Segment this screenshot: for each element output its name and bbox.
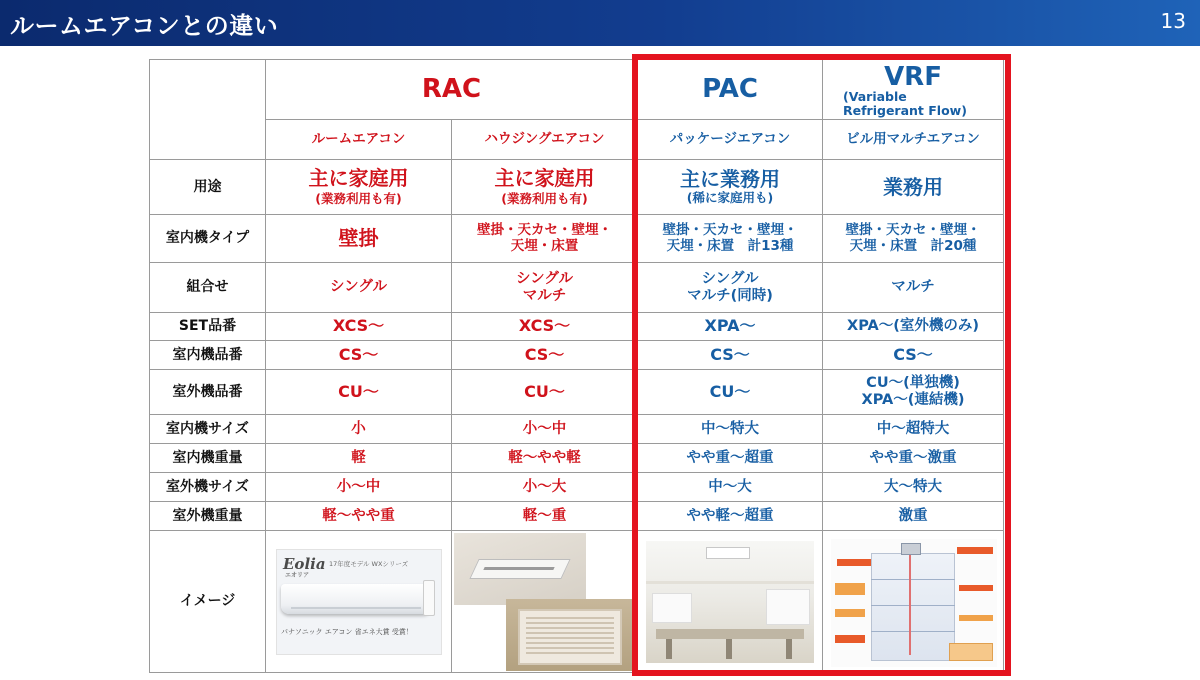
award-caption: パナソニック エアコン 省エネ大賞 受賞！: [281, 628, 413, 636]
outdoor-weight-cell: 激重: [823, 502, 1004, 531]
indoor-weight-cell: やや重～激重: [823, 444, 1004, 473]
combination-cell: マルチ: [823, 263, 1004, 313]
diagram-note: [949, 643, 993, 661]
indoor-type-cell: 壁掛・天カセ・壁埋・ 天埋・床置 計20種: [823, 215, 1004, 263]
row-label-indoor-weight: 室内機重量: [150, 444, 266, 473]
image-housing-ac: [452, 531, 638, 673]
row-label-set-model: SET品番: [150, 313, 266, 341]
product-building-multi-ac: ビル用マルチエアコン: [823, 120, 1004, 160]
product-package-ac: パッケージエアコン: [638, 120, 823, 160]
usage-cell: 主に家庭用 (業務利用も有): [452, 160, 638, 215]
set-model-cell: XCS～: [452, 313, 638, 341]
row-label-outdoor-model: 室外機品番: [150, 370, 266, 415]
indoor-size-cell: 小～中: [452, 415, 638, 444]
diagram-tag: [959, 585, 993, 591]
indoor-size-cell: 中～特大: [638, 415, 823, 444]
category-rac: RAC: [266, 60, 638, 120]
indoor-weight-cell: やや重～超重: [638, 444, 823, 473]
category-vrf: VRF (Variable Refrigerant Flow): [823, 60, 1004, 120]
outdoor-size-cell: 中～大: [638, 473, 823, 502]
outdoor-model-cell: CU～: [452, 370, 638, 415]
room-ac-photo: [276, 549, 442, 655]
indoor-size-cell: 中～超特大: [823, 415, 1004, 444]
outdoor-model-cell: CU～(単独機) XPA～(連結機): [823, 370, 1004, 415]
vrf-full-name: (Variable Refrigerant Flow): [843, 88, 967, 118]
diagram-tag: [835, 609, 865, 617]
cassette-unit-shape: [706, 547, 750, 559]
diagram-tag: [959, 615, 993, 621]
image-room-ac: [266, 531, 452, 673]
category-pac: PAC: [638, 60, 823, 120]
ac-unit-shape: [281, 584, 431, 614]
row-label-outdoor-weight: 室外機重量: [150, 502, 266, 531]
product-housing-ac: ハウジングエアコン: [452, 120, 638, 160]
indoor-weight-cell: 軽～やや軽: [452, 444, 638, 473]
outdoor-size-cell: 大～特大: [823, 473, 1004, 502]
set-model-cell: XPA～: [638, 313, 823, 341]
building-shape: [871, 553, 955, 661]
eolia-logo: Eolia: [283, 555, 326, 573]
combination-cell: シングル マルチ(同時): [638, 263, 823, 313]
image-package-ac: [638, 531, 823, 673]
indoor-weight-cell: 軽: [266, 444, 452, 473]
comparison-table: [149, 59, 1004, 673]
product-room-ac: ルームエアコン: [266, 120, 452, 160]
set-model-cell: XCS～: [266, 313, 452, 341]
row-label-indoor-model: 室内機品番: [150, 341, 266, 370]
outdoor-weight-cell: やや軽～超重: [638, 502, 823, 531]
outdoor-weight-cell: 軽～重: [452, 502, 638, 531]
slide-title: ルームエアコンとの違い: [10, 12, 279, 40]
indoor-model-cell: CS～: [638, 341, 823, 370]
outdoor-model-cell: CU～: [638, 370, 823, 415]
indoor-model-cell: CS～: [823, 341, 1004, 370]
row-label-usage: 用途: [150, 160, 266, 215]
building-diagram: [831, 539, 997, 667]
indoor-type-cell: 壁掛・天カセ・壁埋・ 天埋・床置: [452, 215, 638, 263]
indoor-size-cell: 小: [266, 415, 452, 444]
indoor-model-cell: CS～: [266, 341, 452, 370]
row-label-indoor-size: 室内機サイズ: [150, 415, 266, 444]
model-line-text: 17年度モデル WXシリーズ: [329, 560, 409, 568]
image-vrf: [823, 531, 1004, 673]
office-interior-photo: [646, 541, 814, 663]
page-number: 13: [1160, 9, 1186, 33]
row-label-indoor-type: 室内機タイプ: [150, 215, 266, 263]
set-model-cell: XPA～(室外機のみ): [823, 313, 1004, 341]
combination-cell: シングル: [266, 263, 452, 313]
usage-cell: 業務用: [823, 160, 1004, 215]
diagram-tag: [835, 583, 865, 595]
ceiling-cassette-photo: [454, 533, 586, 605]
usage-cell: 主に業務用 (稀に家庭用も): [638, 160, 823, 215]
outdoor-model-cell: CU～: [266, 370, 452, 415]
row-label-outdoor-size: 室外機サイズ: [150, 473, 266, 502]
row-label-image: イメージ: [150, 531, 266, 673]
diagram-tag: [957, 547, 993, 554]
outdoor-size-cell: 小～大: [452, 473, 638, 502]
eolia-logo-sub: エオリア: [285, 572, 310, 579]
slide-header: [0, 0, 1200, 46]
indoor-type-cell: 壁掛・天カセ・壁埋・ 天埋・床置 計13種: [638, 215, 823, 263]
outdoor-unit-shape: [901, 543, 921, 555]
indoor-type-cell: 壁掛: [266, 215, 452, 263]
row-label-combination: 組合せ: [150, 263, 266, 313]
floor-unit-photo: [506, 599, 634, 671]
outdoor-size-cell: 小～中: [266, 473, 452, 502]
remote-control-shape: [423, 580, 435, 616]
corner-cell: [150, 60, 266, 160]
outdoor-weight-cell: 軽～やや重: [266, 502, 452, 531]
usage-cell: 主に家庭用 (業務利用も有): [266, 160, 452, 215]
combination-cell: シングル マルチ: [452, 263, 638, 313]
indoor-model-cell: CS～: [452, 341, 638, 370]
diagram-tag: [835, 635, 865, 643]
diagram-tag: [837, 559, 871, 566]
